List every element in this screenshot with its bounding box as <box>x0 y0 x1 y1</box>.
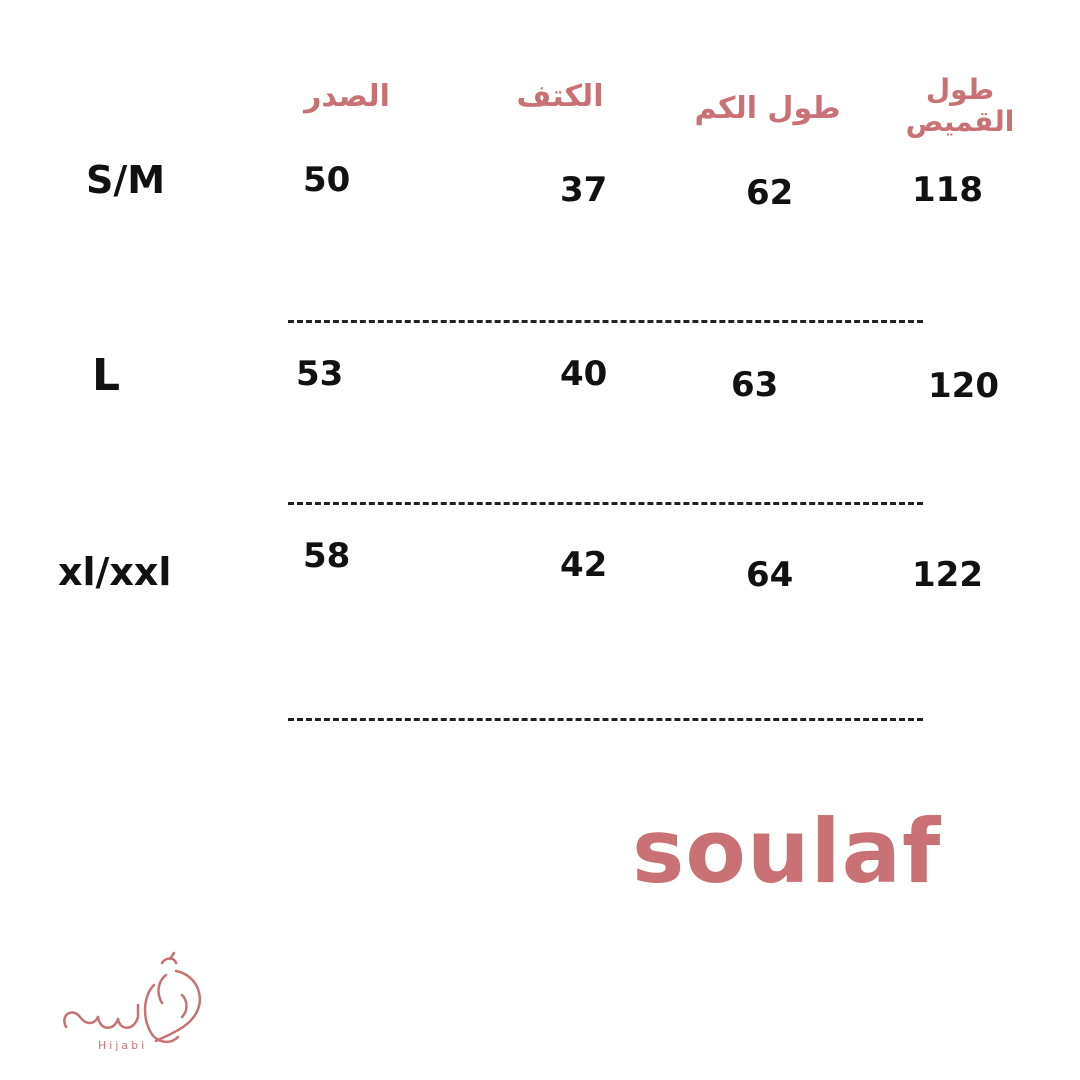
chest-value-sm: 50 <box>303 160 351 200</box>
hijabi-logo-icon <box>58 945 218 1065</box>
row-divider <box>288 502 923 505</box>
chest-value-l: 53 <box>296 354 344 394</box>
sleeve-value-sm: 62 <box>746 173 794 213</box>
shoulder-value-sm: 37 <box>560 170 608 210</box>
size-label-xl-xxl: xl/xxl <box>58 550 172 594</box>
sleeve-value-xl-xxl: 64 <box>746 555 794 595</box>
row-divider <box>288 320 923 323</box>
size-label-sm: S/M <box>86 158 166 202</box>
header-shirt-length: طول القميص <box>905 73 1015 139</box>
logo-text: Hijabi <box>98 1039 148 1052</box>
header-chest: الصدر <box>304 79 390 114</box>
brand-name: soulaf <box>632 800 942 903</box>
length-value-xl-xxl: 122 <box>912 555 983 595</box>
sleeve-value-l: 63 <box>731 365 779 405</box>
header-shoulder: الكتف <box>516 79 604 114</box>
header-sleeve-length: طول الكم <box>694 91 841 126</box>
length-value-l: 120 <box>928 366 999 406</box>
chest-value-xl-xxl: 58 <box>303 536 351 576</box>
shoulder-value-l: 40 <box>560 354 608 394</box>
shoulder-value-xl-xxl: 42 <box>560 545 608 585</box>
row-divider <box>288 718 923 721</box>
length-value-sm: 118 <box>912 170 983 210</box>
size-label-l: L <box>92 350 121 401</box>
